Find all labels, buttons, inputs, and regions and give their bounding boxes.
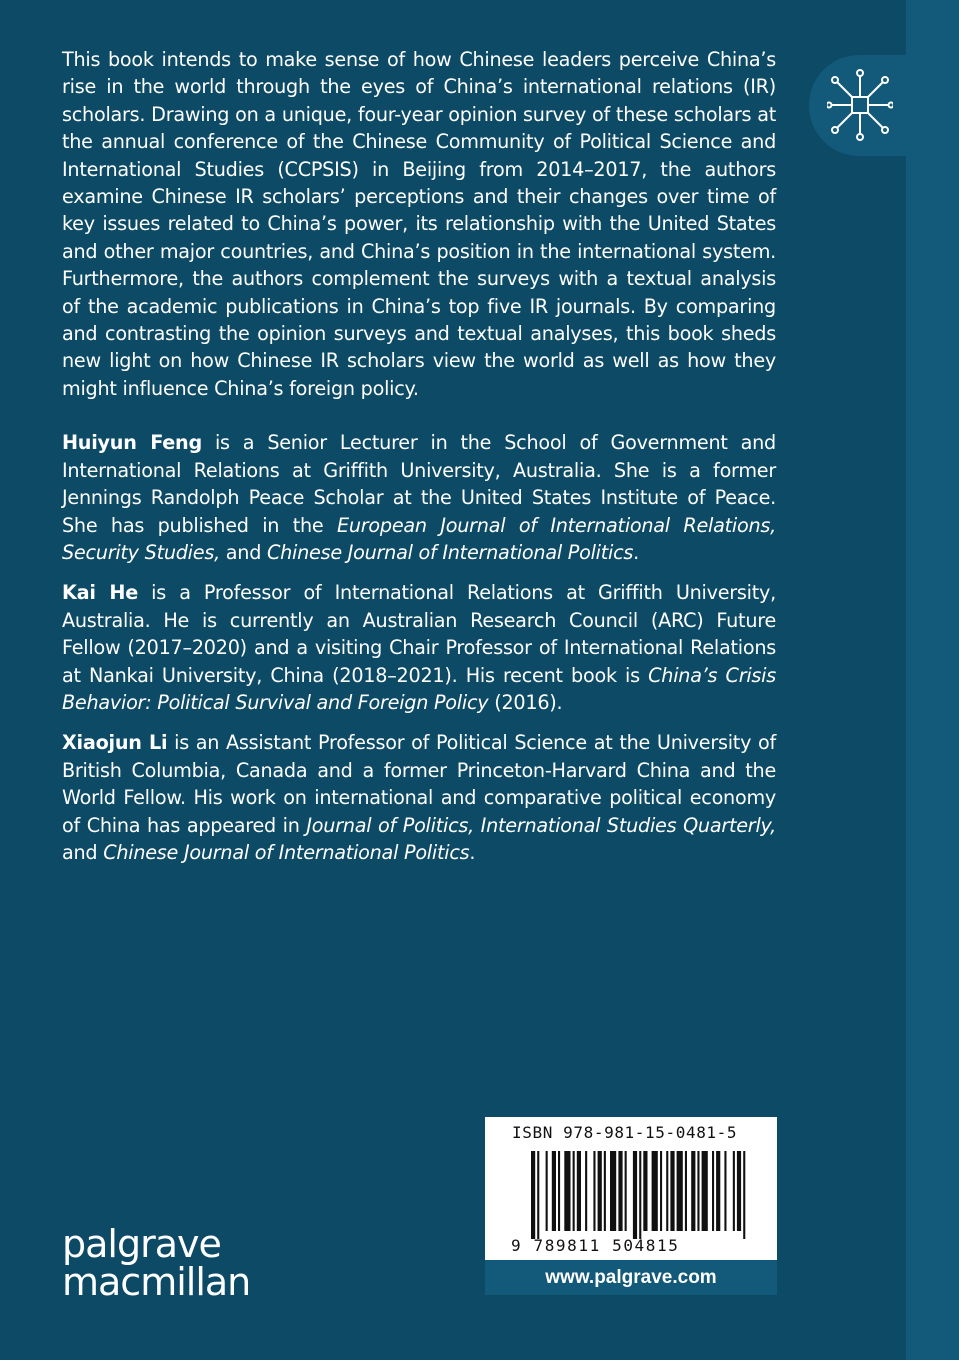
barcode-bar bbox=[593, 1151, 595, 1231]
barcode-bar bbox=[552, 1151, 556, 1231]
journal-titles: Journal of Politics, International Studies Quarterly, bbox=[306, 813, 776, 837]
bio-text: . bbox=[469, 840, 476, 864]
barcode-bar bbox=[531, 1151, 535, 1239]
bio-text: (2016). bbox=[488, 690, 563, 714]
publisher-url[interactable]: www.palgrave.com bbox=[485, 1260, 777, 1295]
barcode-bar bbox=[604, 1151, 606, 1231]
barcode-bar bbox=[643, 1151, 647, 1231]
barcode-bar bbox=[625, 1151, 627, 1231]
author-name: Xiaojun Li bbox=[62, 731, 168, 755]
author-name: Kai He bbox=[62, 581, 138, 605]
publisher-line-1: palgrave bbox=[62, 1222, 221, 1266]
barcode-bar bbox=[537, 1151, 539, 1239]
author-name: Huiyun Feng bbox=[62, 431, 202, 455]
barcode-bar bbox=[666, 1151, 668, 1231]
barcode-bar bbox=[577, 1151, 581, 1231]
bio-text: and bbox=[219, 540, 267, 564]
bio-text: and bbox=[62, 840, 104, 864]
barcode-bar bbox=[677, 1151, 683, 1231]
author-bio-li bbox=[62, 729, 776, 866]
barcode-bar bbox=[733, 1151, 735, 1231]
barcode-bar bbox=[598, 1151, 602, 1231]
text-block bbox=[62, 46, 776, 879]
barcode-bar bbox=[743, 1151, 745, 1239]
logo-tab bbox=[809, 55, 906, 156]
journal-titles: European Journal of International Relations, Security Studies, bbox=[62, 513, 776, 564]
barcode-bar bbox=[660, 1151, 662, 1231]
book-blurb: This book intends to make sense of how Chinese leaders perceive China’s rise in the world through the eyes of China’s international relations (IR) scholars. Drawing on a unique, four-year opinion survey of these scholars at the annual conference of the Chinese Community of Political Science and International Studies (CCPSIS) in Beijing from 2014–2017, the authors examine Chinese IR scholars’ perceptions and their changes over time of key issues related to China’s power, its relationship with the United States and other major countries, and China’s position in the international system. Furthermore, the authors complement the surveys with a textual analysis of the academic publications in China’s top five IR journals. By comparing and contrasting the opinion surveys and textual analyses, this book sheds new light on how Chinese IR scholars view the world as well as how they might influence China’s foreign policy. bbox=[62, 48, 776, 400]
barcode-bar bbox=[564, 1151, 570, 1231]
barcode-bar bbox=[573, 1151, 575, 1231]
barcode-bar bbox=[652, 1151, 658, 1231]
barcode-bar bbox=[610, 1151, 616, 1231]
barcode-bar bbox=[737, 1151, 741, 1231]
publisher-logo bbox=[62, 1222, 251, 1304]
barcode-bar bbox=[712, 1151, 714, 1231]
journal-title: Chinese Journal of International Politics bbox=[266, 540, 634, 564]
barcode-bar bbox=[639, 1151, 641, 1239]
barcode-bar bbox=[697, 1151, 699, 1231]
palgrave-network-icon bbox=[827, 69, 893, 141]
journal-title: Chinese Journal of International Politics bbox=[103, 840, 470, 864]
spine-strip bbox=[906, 0, 959, 1360]
author-bio-he bbox=[62, 579, 776, 716]
barcode-bar bbox=[691, 1151, 695, 1231]
isbn-digits: 9 789811 504815 bbox=[511, 1236, 680, 1255]
barcode-box bbox=[485, 1117, 777, 1260]
author-bio-feng bbox=[62, 429, 776, 566]
barcode-bar bbox=[702, 1151, 708, 1231]
barcode-bar bbox=[670, 1151, 674, 1231]
bio-text: is a Senior Lecturer in the School of Government and International Relations at Griffith University, Australia. She is a former Jennings Randolph Peace Scholar at the United States Institute of Peace. She has published in the bbox=[62, 431, 776, 537]
barcode-bar bbox=[585, 1151, 587, 1231]
barcode-bar bbox=[685, 1151, 687, 1231]
publisher-line-2: macmillan bbox=[62, 1260, 251, 1304]
barcode-bar bbox=[546, 1151, 548, 1231]
bio-text: is a Professor of International Relations at Griffith University, Australia. He is currently an Australian Research Council (ARC) Future Fellow (2017–2020) and a visiting Chair Professor of International Relations at Nankai University, China (2018–2021). His recent book is bbox=[62, 581, 776, 687]
barcode-bar bbox=[558, 1151, 560, 1231]
book-title: China’s Crisis Behavior: Political Survival and Foreign Policy bbox=[62, 663, 776, 714]
isbn-label: ISBN 978-981-15-0481-5 bbox=[512, 1123, 738, 1142]
barcode-icon bbox=[485, 1147, 777, 1239]
bio-text: is an Assistant Professor of Political Science at the University of British Columbia, Canada and a former Princeton-Harvard China and the World Fellow. His work on international and comparative political economy of China has appeared in bbox=[62, 731, 776, 837]
bio-text: . bbox=[633, 540, 639, 564]
barcode-bar bbox=[724, 1151, 726, 1231]
barcode-bar bbox=[716, 1151, 720, 1231]
barcode-bar bbox=[618, 1151, 622, 1231]
barcode-bar bbox=[633, 1151, 637, 1239]
